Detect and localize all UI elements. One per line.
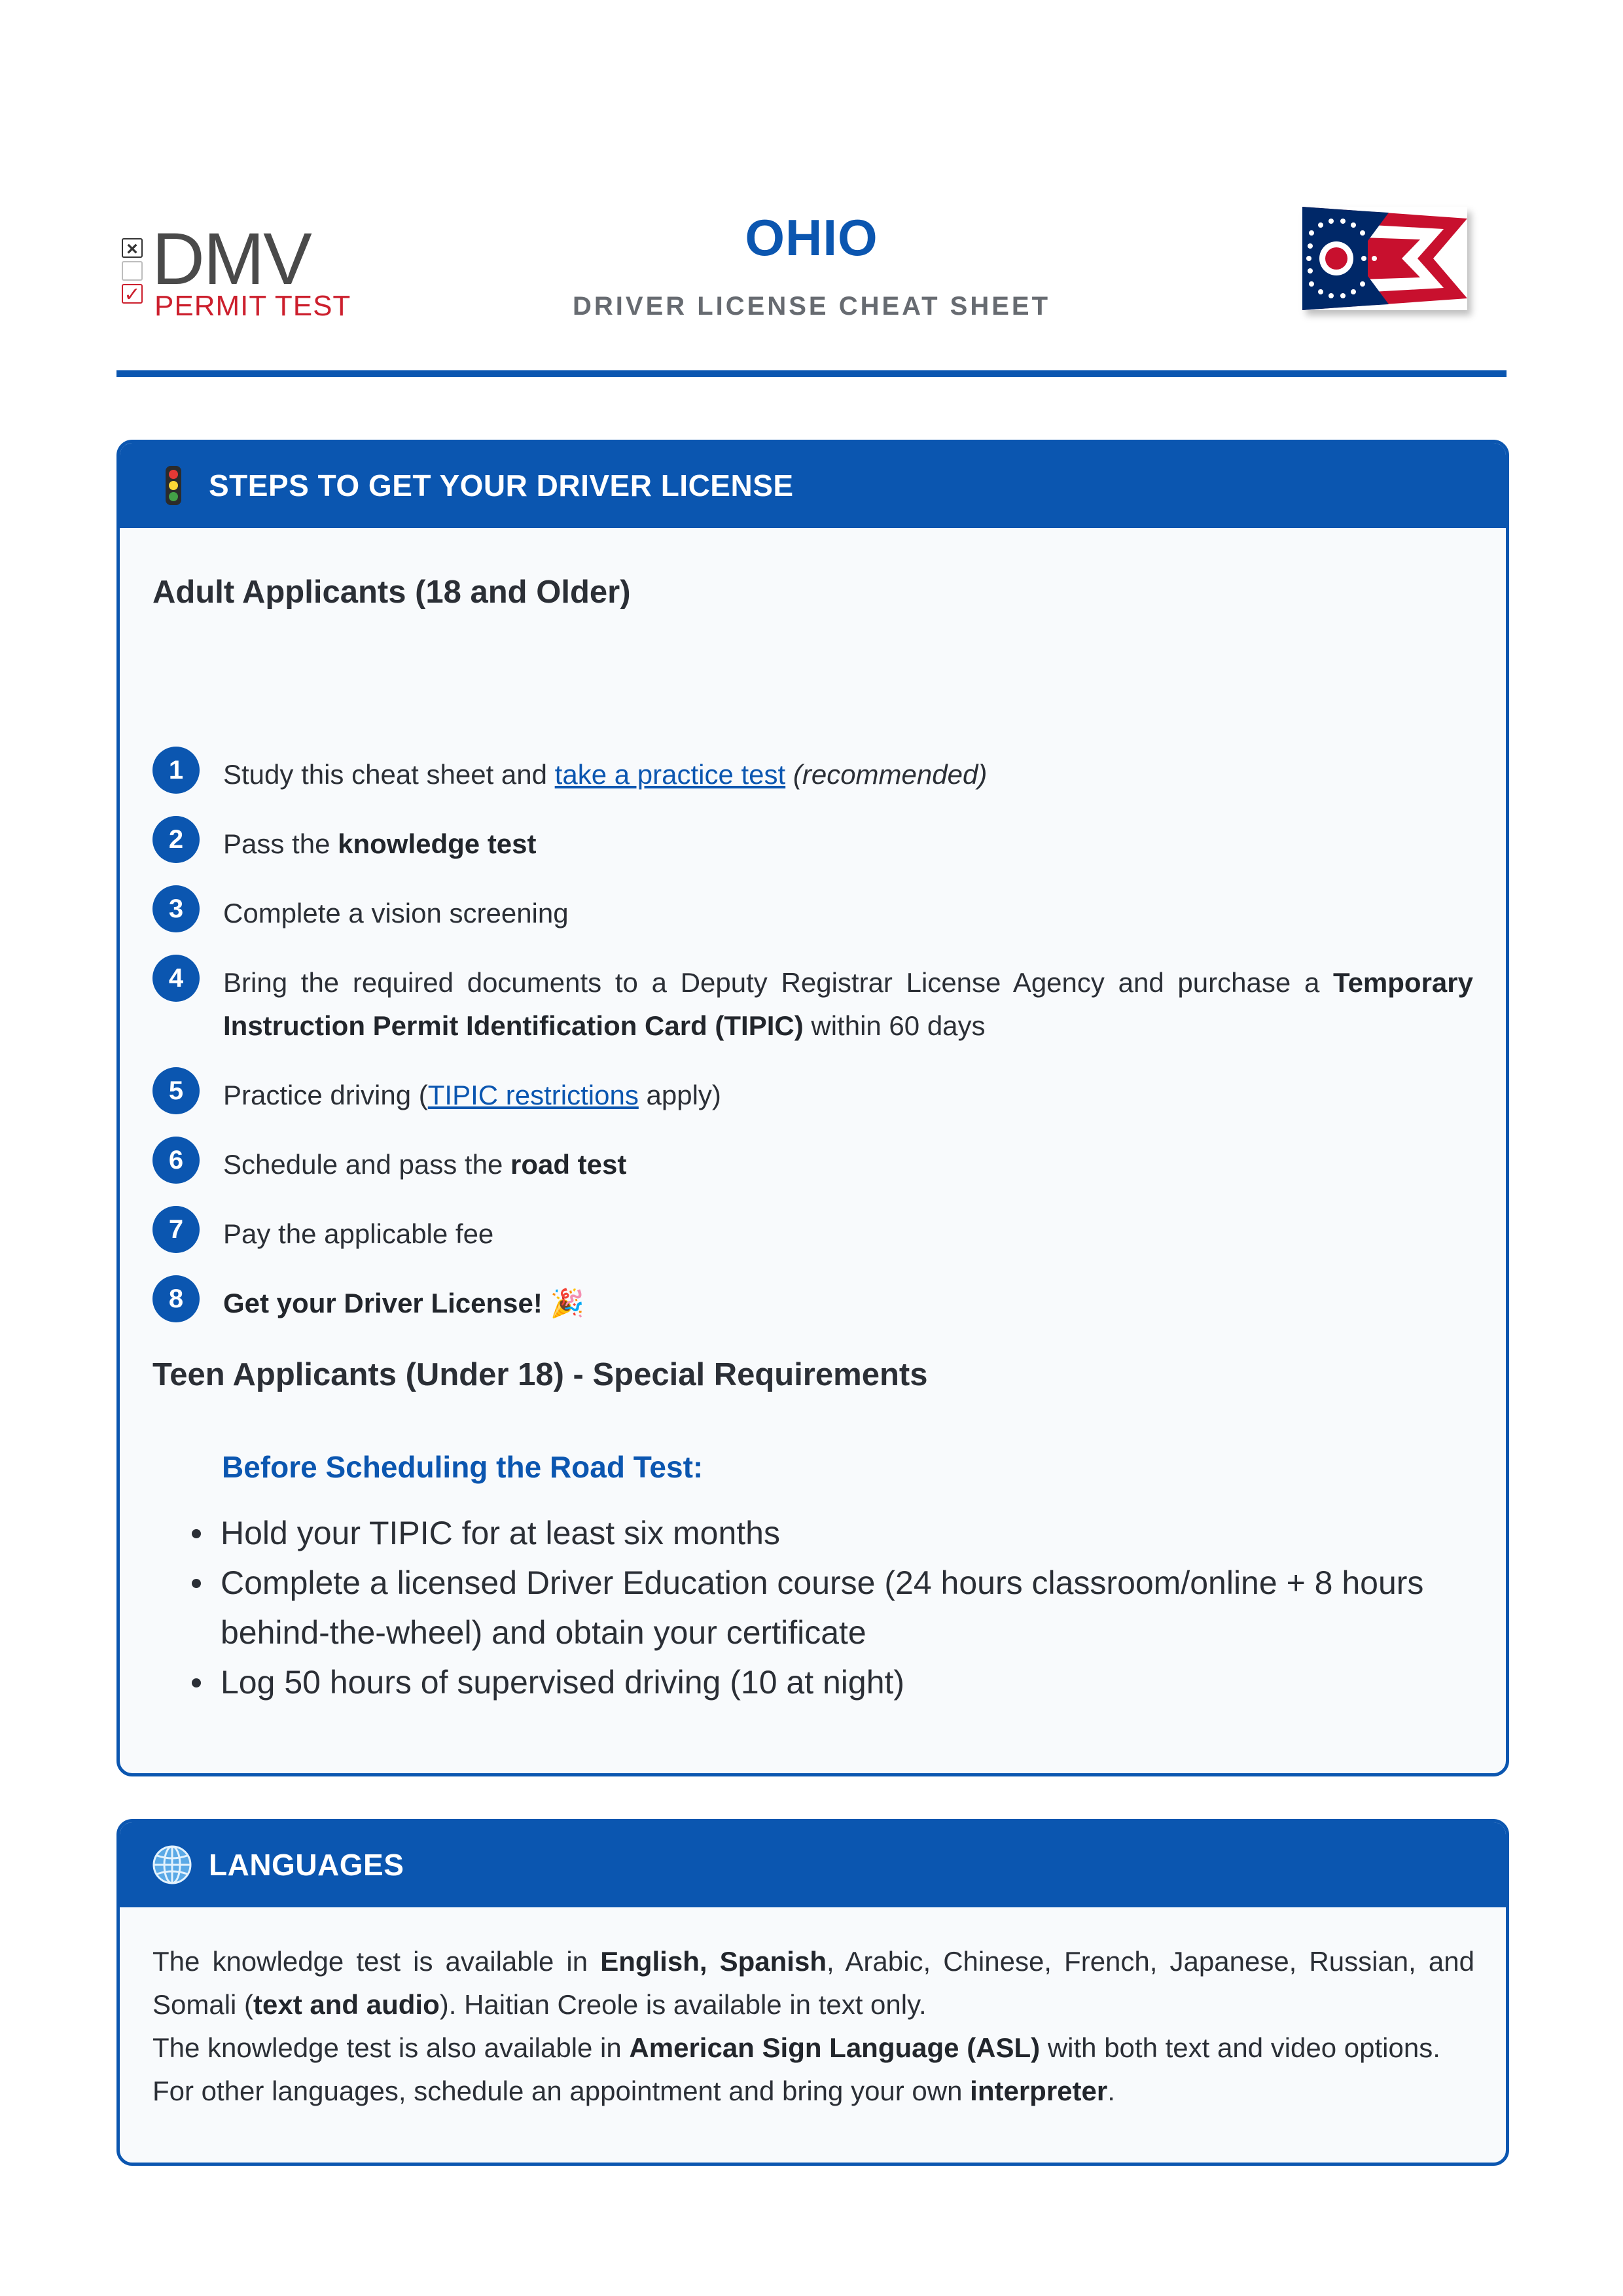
languages-text bbox=[152, 1940, 1474, 2113]
steps-card bbox=[116, 440, 1509, 1776]
languages-paragraph-1: The knowledge test is available in English, Spanish, Arabic, Chinese, French, Japanese, Russian, and Somali (text and audio). Haitian Creole is available in text only. bbox=[152, 1946, 1474, 2020]
teen-requirements-list bbox=[189, 1508, 1433, 1707]
languages-card bbox=[116, 1819, 1509, 2166]
steps-card-header bbox=[120, 443, 1506, 528]
page-title: OHIO bbox=[745, 209, 878, 266]
step-number: 6 bbox=[152, 1137, 200, 1184]
step-number: 8 bbox=[152, 1275, 200, 1322]
step-text: Bring the required documents to a Deputy Registrar License Agency and purchase a Temporary Instruction Permit Identification Card (TIPIC) within 60 days bbox=[223, 967, 1473, 1041]
header bbox=[116, 196, 1507, 353]
page-subtitle: DRIVER LICENSE CHEAT SHEET bbox=[573, 292, 1050, 321]
step-text: Pass the knowledge test bbox=[223, 828, 537, 859]
step-number: 4 bbox=[152, 955, 200, 1002]
ohio-flag-icon bbox=[1302, 207, 1467, 310]
step-text: Study this cheat sheet and take a practice test (recommended) bbox=[223, 759, 988, 790]
step-text: Complete a vision screening bbox=[223, 898, 569, 928]
traffic-light-icon bbox=[152, 465, 194, 506]
teen-subtitle: Before Scheduling the Road Test: bbox=[222, 1450, 704, 1484]
step-text: Get your Driver License! 🎉 bbox=[223, 1288, 584, 1318]
adult-section-title: Adult Applicants (18 and Older) bbox=[152, 574, 631, 610]
languages-card-title: LANGUAGES bbox=[209, 1848, 404, 1882]
list-item: Complete a licensed Driver Education course (24 hours classroom/online + 8 hours behind-the-wheel) and obtain your certificate bbox=[189, 1558, 1433, 1657]
step-text: Schedule and pass the road test bbox=[223, 1149, 627, 1180]
teen-section-title: Teen Applicants (Under 18) - Special Requirements bbox=[152, 1357, 928, 1392]
step-number: 5 bbox=[152, 1067, 200, 1114]
languages-paragraph-3: For other languages, schedule an appointment and bring your own interpreter. bbox=[152, 2075, 1115, 2106]
x-mark-icon: × bbox=[122, 238, 143, 258]
logo-permit-text: PERMIT TEST bbox=[154, 290, 351, 322]
header-divider bbox=[116, 370, 1507, 377]
step-number: 1 bbox=[152, 747, 200, 794]
party-popper-icon: 🎉 bbox=[550, 1288, 584, 1318]
tipic-restrictions-link[interactable]: TIPIC restrictions bbox=[427, 1080, 639, 1110]
step-text: Practice driving (TIPIC restrictions apply) bbox=[223, 1080, 721, 1110]
list-item: Log 50 hours of supervised driving (10 at night) bbox=[189, 1657, 1433, 1707]
step-number: 3 bbox=[152, 885, 200, 932]
step-number: 2 bbox=[152, 816, 200, 863]
check-mark-icon: ✓ bbox=[122, 284, 143, 304]
languages-paragraph-2: The knowledge test is also available in American Sign Language (ASL) with both text and video options. bbox=[152, 2032, 1440, 2063]
logo-dmv-text: DMV bbox=[152, 218, 311, 300]
list-item: Hold your TIPIC for at least six months bbox=[189, 1508, 1433, 1558]
steps-card-title: STEPS TO GET YOUR DRIVER LICENSE bbox=[209, 468, 794, 503]
globe-icon bbox=[151, 1844, 193, 1886]
practice-test-link[interactable]: take a practice test bbox=[554, 759, 786, 790]
languages-card-header bbox=[120, 1822, 1506, 1907]
step-number: 7 bbox=[152, 1206, 200, 1253]
step-text: Pay the applicable fee bbox=[223, 1218, 494, 1249]
